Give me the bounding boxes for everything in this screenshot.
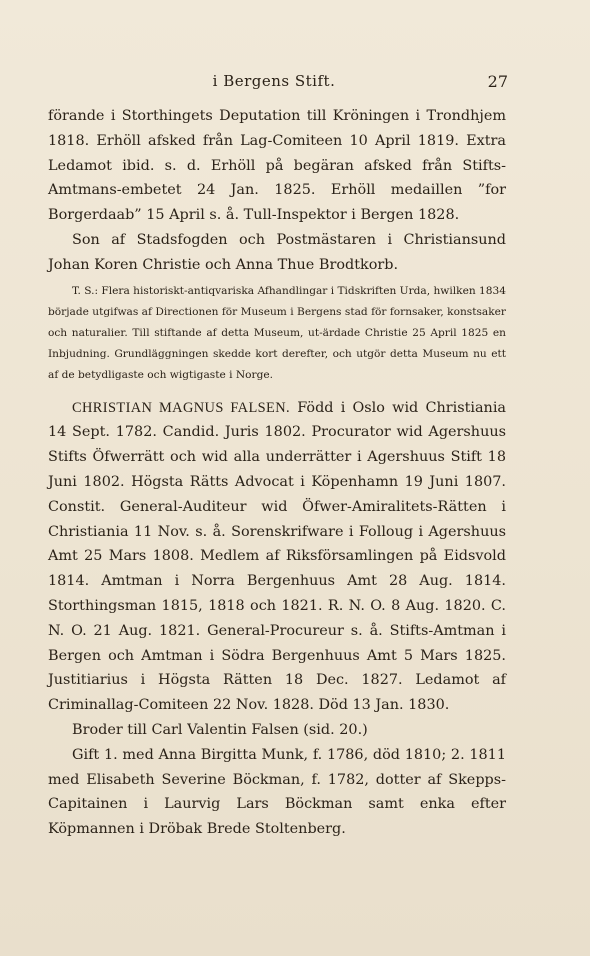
entry1-continuation: förande i Storthingets Deputation till Kröningen i Trondhjem 1818. Erhöll afsked från Lag-Comiteen 10 April 1819. Extra Ledamot ibid. s. d. Erhöll på begäran afsked från Stifts-Amtmans-embetet 24 Jan. 1825. Erhöll medaillen ”for Borgerdaab” 15 April s. å. Tull-Inspektor i Bergen 1828. xyxy=(48,108,506,224)
entry2-biography xyxy=(48,396,506,718)
page-header xyxy=(40,72,508,96)
entry1-writings-note: T. S.: Flera historiskt-antiqvariska Afhandlingar i Tidskriften Urda, hwilken 1834 började utgifwas af Directionen för Museum i Bergens stad för fornsaker, konstsaker och naturalier. Till stiftande af detta Museum, ut-ärdade Christie 25 April 1825 en Inbjudning. Grundläggningen skedde kort derefter, och utgör detta Museum nu ett af de betydligaste och wigtigaste i Norge. xyxy=(48,284,506,381)
entry2-name: CHRISTIAN MAGNUS FALSEN. xyxy=(72,399,291,416)
page-number: 27 xyxy=(487,72,508,91)
entry2-brother: Broder till Carl Valentin Falsen (sid. 20.) xyxy=(72,721,368,738)
running-head: i Bergens Stift. xyxy=(212,72,336,90)
entry1-parentage: Son af Stadsfogden och Postmästaren i Christiansund Johan Koren Christie och Anna Thue Brodtkorb. xyxy=(48,231,506,273)
entry2-marriage: Gift 1. med Anna Birgitta Munk, f. 1786, död 1810; 2. 1811 med Elisabeth Severine Böckman, f. 1782, dotter af Skepps-Capitainen i Laurvig Lars Böckman samt enka efter Köpmannen i Dröbak Brede Stoltenberg. xyxy=(48,746,506,838)
body-text xyxy=(48,104,506,842)
entry2-text: Född i Oslo wid Christiania 14 Sept. 1782. Candid. Juris 1802. Procurator wid Agershuus Stifts Öfwerrätt och wid alla underrätter i Agershuus Stift 18 Juni 1802. Högsta Rätts Advocat i Köpenhamn 19 Juni 1807. Constit. General-Auditeur wid Öfwer-Amiralitets-Rätten i Christiania 11 Nov. s. å. Sorenskrifware i Folloug i Agershuus Amt 25 Mars 1808. Medlem af Riksförsamlingen på Eidsvold 1814. Amtman i Norra Bergenhuus Amt 28 Aug. 1814. Storthingsman 1815, 1818 och 1821. R. N. O. 8 Aug. 1820. C. N. O. 21 Aug. 1821. General-Procureur s. å. Stifts-Amtman i Bergen och Amtman i Södra Bergenhuus Amt 5 Mars 1825. Justitiarius i Högsta Rätten 18 Dec. 1827. Ledamot af Criminallag-Comiteen 22 Nov. 1828. Död 13 Jan. 1830. xyxy=(48,399,506,714)
